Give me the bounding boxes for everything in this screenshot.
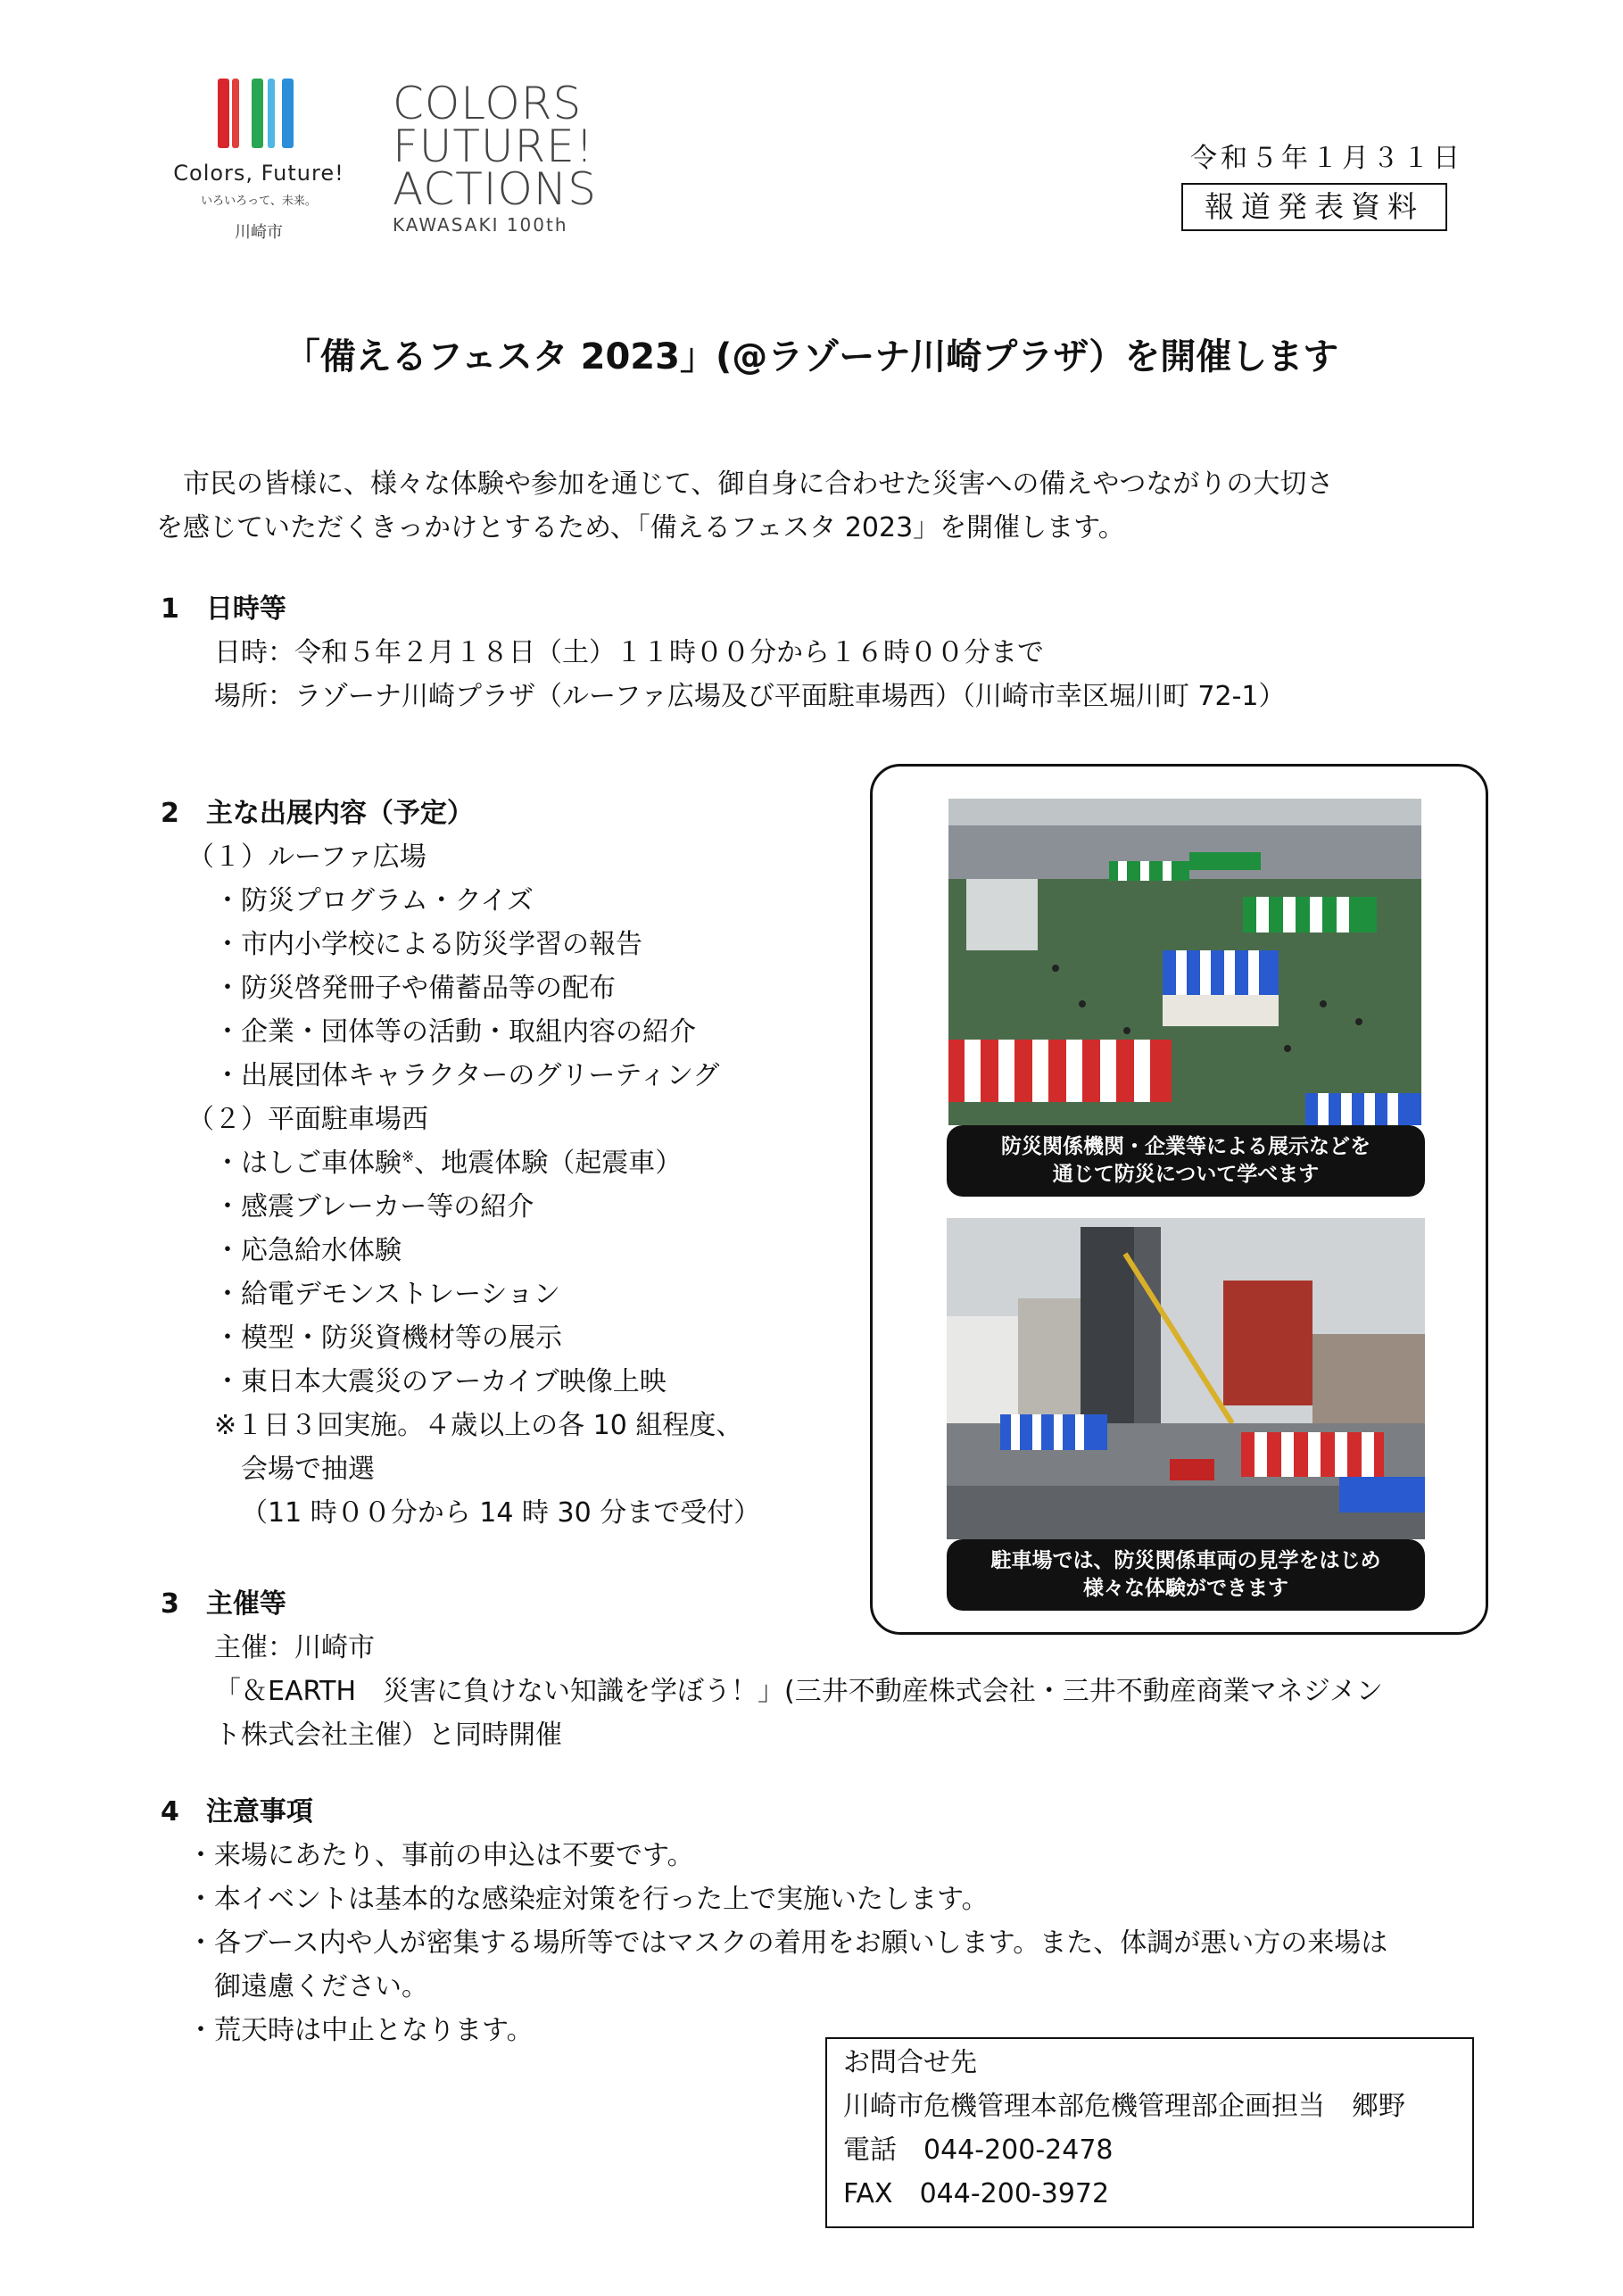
event-place: 場所：ラゾーナ川崎プラザ（ルーファ広場及び平面駐車場西）（川崎市幸区堀川町 72-1） — [214, 681, 1286, 712]
list-item: ・市内小学校による防災学習の報告 — [214, 929, 642, 960]
photo-plaza-tents — [948, 799, 1421, 1125]
caption-1-line-1: 防災関係機関・企業等による展示などを — [1001, 1135, 1370, 1158]
cfa-line1: COLORS — [393, 78, 583, 129]
logo-subtitle: いろいろって、未来。 — [201, 195, 317, 208]
caption-1-line-2: 通じて防災について学べます — [1052, 1163, 1320, 1186]
cfa-line4: KAWASAKI 100th — [393, 214, 568, 236]
page-title: 「備えるフェスタ 2023」(@ラゾーナ川崎プラザ）を開催します — [284, 336, 1339, 377]
logo-bar-red — [218, 79, 229, 148]
co-event-line-1: 「＆EARTH 災害に負けない知識を学ぼう！」(三井不動産株式会社・三井不動産商業マネジメン — [214, 1676, 1383, 1707]
section4-heading: 4 注意事項 — [161, 1796, 313, 1828]
note-mark: ※ — [402, 1148, 415, 1166]
contact-phone: 電話 044-200-2478 — [843, 2134, 1114, 2166]
ladder-truck-text: ・はしご車体験 — [214, 1148, 402, 1179]
note-line-3: （11 時００分から 14 時 30 分まで受付） — [241, 1497, 761, 1529]
photo-parking-ladder-truck — [947, 1218, 1425, 1539]
contact-department: 川崎市危機管理本部危機管理部企画担当 郷野 — [843, 2091, 1405, 2122]
list-item: ・防災プログラム・クイズ — [214, 885, 534, 916]
subsection-2-label: （２）平面駐車場西 — [187, 1104, 428, 1135]
notice-item: ・荒天時は中止となります。 — [187, 2015, 534, 2046]
notice-item: ・来場にあたり、事前の申込は不要です。 — [187, 1840, 694, 1871]
logo-bar-blue — [282, 79, 294, 148]
notice-item: ・本イベントは基本的な感染症対策を行った上で実施いたします。 — [187, 1884, 989, 1915]
intro-line-2: を感じていただくきっかけとするため、「備えるフェスタ 2023」を開催します。 — [156, 512, 1125, 543]
list-item: ・防災啓発冊子や備蓄品等の配布 — [214, 973, 616, 1004]
logo-bar-blue-2 — [268, 79, 275, 148]
list-item: ・企業・団体等の活動・取組内容の紹介 — [214, 1016, 696, 1048]
earthquake-text: 、地震体験（起震車） — [414, 1148, 683, 1179]
event-date: 日時：令和５年２月１８日（土）１１時００分から１６時００分まで — [214, 637, 1044, 668]
co-event-line-2: ト株式会社主催）と同時開催 — [214, 1720, 562, 1751]
city-logo-bars — [214, 79, 303, 148]
list-item: ・模型・防災資機材等の展示 — [214, 1322, 562, 1354]
contact-box — [825, 2037, 1474, 2228]
section3-heading: 3 主催等 — [161, 1588, 286, 1620]
logo-bar-red-2 — [232, 79, 239, 148]
caption-2-line-1: 駐車場では、防災関係車両の見学をはじめ — [990, 1549, 1381, 1572]
logo-tagline: Colors, Future! — [173, 161, 344, 186]
logo-city: 川崎市 — [235, 223, 283, 242]
section2-heading: 2 主な出展内容（予定） — [161, 798, 474, 829]
section1-heading: 1 日時等 — [161, 593, 286, 625]
organizer: 主催：川崎市 — [214, 1632, 375, 1663]
list-item-ladder-truck — [214, 1141, 682, 1185]
list-item: ・東日本大震災のアーカイブ映像上映 — [214, 1366, 667, 1397]
list-item: ・出展団体キャラクターのグリーティング — [214, 1060, 720, 1091]
press-release-label: 報道発表資料 — [1181, 183, 1447, 231]
caption-2-line-2: 様々な体験ができます — [1083, 1577, 1288, 1600]
logo-bar-green — [252, 79, 263, 148]
notice-item-continued: 御遠慮ください。 — [187, 1971, 428, 2002]
notice-item: ・各ブース内や人が密集する場所等ではマスクの着用をお願いします。また、体調が悪い方の来場は — [187, 1927, 1388, 1959]
note-line-2: 会場で抽選 — [241, 1454, 375, 1485]
list-item: ・感震ブレーカー等の紹介 — [214, 1191, 534, 1223]
photo-caption-1 — [947, 1125, 1425, 1197]
subsection-1-label: （１）ルーファ広場 — [187, 841, 426, 873]
cfa-line2: FUTURE! — [393, 120, 594, 172]
contact-title: お問合せ先 — [843, 2047, 977, 2078]
list-item: ・給電デモンストレーション — [214, 1279, 560, 1310]
photo-panel — [870, 764, 1488, 1635]
intro-line-1: 市民の皆様に、様々な体験や参加を通じて、御自身に合わせた災害への備えやつながりの大切さ — [156, 468, 1334, 500]
photo-caption-2 — [947, 1539, 1425, 1611]
list-item: ・応急給水体験 — [214, 1235, 402, 1266]
cfa-line3: ACTIONS — [393, 163, 598, 215]
note-line-1: ※１日３回実施。４歳以上の各 10 組程度、 — [214, 1410, 743, 1441]
release-date: 令和５年１月３１日 — [1190, 143, 1463, 174]
contact-fax: FAX 044-200-3972 — [843, 2178, 1110, 2209]
colors-future-actions-logo — [393, 78, 598, 236]
